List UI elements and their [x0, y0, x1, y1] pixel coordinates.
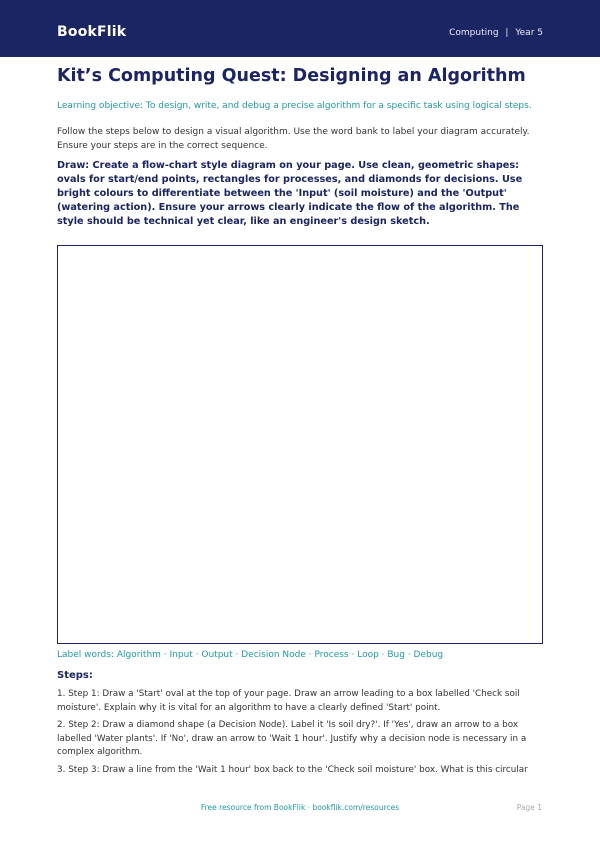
brand-logo: BookFlik	[57, 24, 127, 40]
intro-text: Follow the steps below to design a visual algorithm. Use the word bank to label your diagram accurately. Ensure your steps are in the correct sequence.	[57, 127, 530, 151]
page-header	[0, 0, 600, 57]
page-title: Kit’s Computing Quest: Designing an Algorithm	[57, 66, 526, 86]
subject-breadcrumb	[449, 28, 543, 38]
subject-label: Computing	[449, 28, 499, 38]
step-item: 1. Step 1: Draw a 'Start' oval at the top of your page. Draw an arrow leading to a box labelled 'Check soil moisture'. Explain why it is vital for an algorithm to have a clearly defined 'Start' point.	[57, 689, 520, 713]
page-number: Page 1	[516, 803, 542, 812]
word-bank: Label words: Algorithm · Input · Output · Decision Node · Process · Loop · Bug · Debug	[57, 650, 444, 660]
draw-instruction: Draw: Create a flow-chart style diagram on your page. Use clean, geometric shapes: ovals for start/end points, rectangles for processes, and diamonds for decisions. Use bright colours to differentiate between the 'Input' (soil moisture) and the 'Output' (watering action). Ensure your arrows clearly indicate the flow of the algorithm. The style should be technical yet clear, like an engineer's design sketch.	[57, 160, 523, 227]
year-label: Year 5	[515, 28, 543, 38]
steps-heading: Steps:	[57, 670, 93, 681]
step-item: 2. Step 2: Draw a diamond shape (a Decision Node). Label it 'Is soil dry?'. If 'Yes', draw an arrow to a box labelled 'Water plants'. If 'No', draw an arrow to 'Wait 1 hour'. Justify why a decision node is necessary in a complex algorithm.	[57, 720, 527, 757]
breadcrumb-separator: |	[505, 28, 509, 38]
footer-link[interactable]: Free resource from BookFlik · bookflik.com/resources	[200, 803, 400, 812]
drawing-area[interactable]	[57, 245, 543, 644]
step-item: 3. Step 3: Draw a line from the 'Wait 1 hour' box back to the 'Check soil moisture' box. What is this circular	[57, 764, 528, 775]
learning-objective: Learning objective: To design, write, and debug a precise algorithm for a specific task using logical steps.	[57, 101, 532, 111]
steps-list	[57, 688, 547, 778]
